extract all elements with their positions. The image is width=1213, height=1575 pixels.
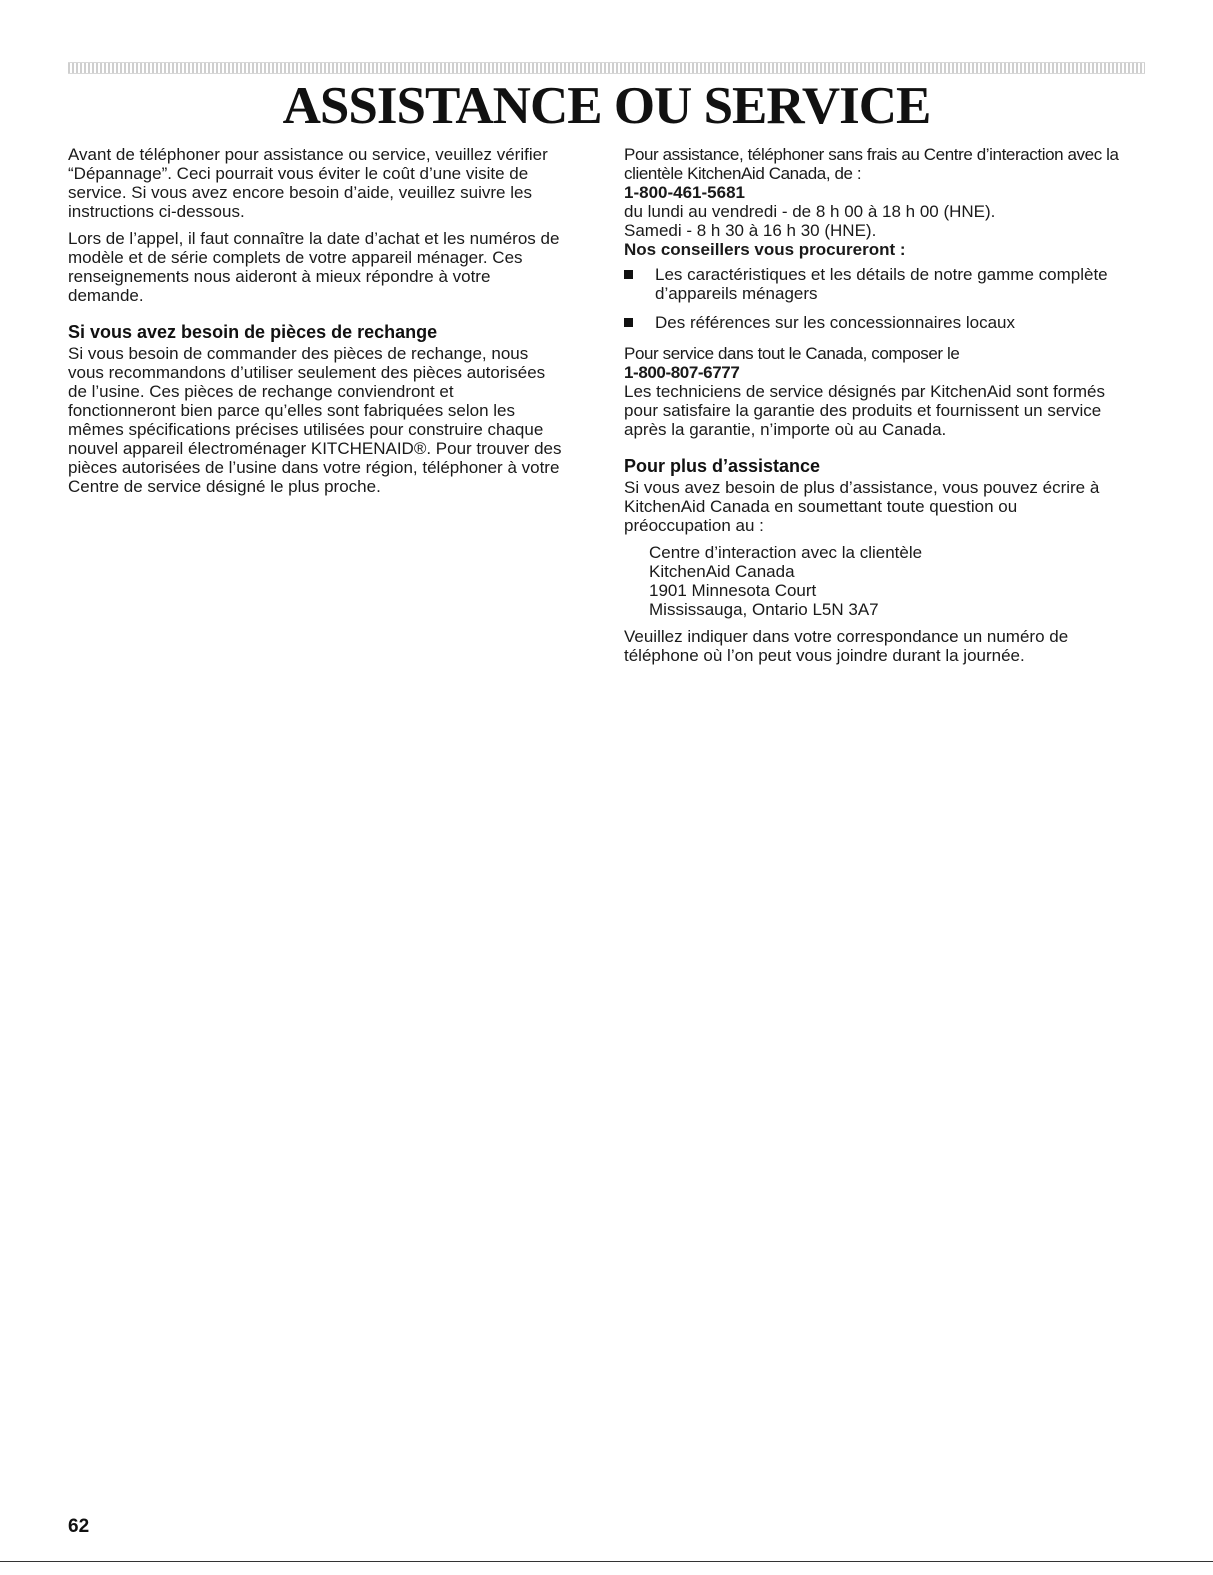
text-line: Pour assistance, téléphoner sans frais au Centre d’interaction avec la [624, 145, 1119, 164]
text-line: vous recommandons d’utiliser seulement des pièces autorisées [68, 363, 546, 382]
text-line: préoccupation au : [624, 516, 764, 535]
page-number: 62 [68, 1516, 90, 1537]
text-line: clientèle KitchenAid Canada, de : [624, 164, 862, 183]
left-column [68, 145, 588, 504]
right-column [624, 145, 1146, 673]
text-line: Veuillez indiquer dans votre correspondance un numéro de [624, 627, 1069, 646]
address-line: KitchenAid Canada [649, 562, 795, 581]
list-item-text: Les caractéristiques et les détails de notre gamme complète d’appareils ménagers [655, 265, 1108, 303]
text-line: après la garantie, n’importe où au Canada. [624, 420, 947, 439]
text-line: Centre de service désigné le plus proche. [68, 477, 381, 496]
text-line: instructions ci-dessous. [68, 202, 245, 221]
text-line: service. Si vous avez encore besoin d’aide, veuillez suivre les [68, 183, 532, 202]
customer-phone-number: 1-800-461-5681 [624, 183, 745, 202]
text-line: fonctionneront bien parce qu’elles sont fabriquées selon les [68, 401, 516, 420]
list-item-text: Des références sur les concessionnaires locaux [655, 313, 1016, 332]
text-line: renseignements nous aideront à mieux répondre à votre [68, 267, 491, 286]
assistance-paragraph [624, 145, 1146, 259]
more-assistance-heading: Pour plus d’assistance [624, 456, 821, 476]
text-line: mêmes spécifications précises utilisées pour construire chaque [68, 420, 544, 439]
square-bullet-icon [624, 270, 633, 279]
text-line: modèle et de série complets de votre appareil ménager. Ces [68, 248, 523, 267]
intro-paragraph [68, 145, 588, 221]
text-line: demande. [68, 286, 144, 305]
service-paragraph [624, 344, 1146, 439]
text-line: Si vous avez besoin de plus d’assistance, vous pouvez écrire à [624, 478, 1100, 497]
address-line: Centre d’interaction avec la clientèle [649, 543, 923, 562]
square-bullet-icon [624, 318, 633, 327]
call-info-paragraph [68, 229, 588, 305]
replacement-parts-paragraph [68, 344, 588, 496]
advisors-list [624, 265, 1146, 332]
text-line: Les techniciens de service désignés par KitchenAid sont formés [624, 382, 1105, 401]
text-line: nouvel appareil électroménager KITCHENAID®. Pour trouver des [68, 439, 562, 458]
text-line: téléphone où l’on peut vous joindre durant la journée. [624, 646, 1025, 665]
address-line: 1901 Minnesota Court [649, 581, 817, 600]
text-line: Avant de téléphoner pour assistance ou service, veuillez vérifier [68, 145, 548, 164]
text-line: de l’usine. Ces pièces de rechange conviendront et [68, 382, 454, 401]
list-item [624, 313, 1146, 332]
list-item [624, 265, 1146, 303]
text-line: “Dépannage”. Ceci pourrait vous éviter le coût d’une visite de [68, 164, 529, 183]
text-line: pour satisfaire la garantie des produits et fournissent un service [624, 401, 1102, 420]
more-assistance-paragraph [624, 478, 1146, 535]
text-line: KitchenAid Canada en soumettant toute question ou [624, 497, 1018, 516]
service-phone-number: 1-800-807-6777 [624, 363, 740, 382]
hours-saturday: Samedi - 8 h 30 à 16 h 30 (HNE). [624, 221, 877, 240]
text-line: Pour service dans tout le Canada, composer le [624, 344, 960, 363]
text-line: pièces autorisées de l’usine dans votre région, téléphoner à votre [68, 458, 560, 477]
footer-rule [0, 1561, 1213, 1562]
closing-paragraph [624, 627, 1146, 665]
text-line: Si vous besoin de commander des pièces de rechange, nous [68, 344, 529, 363]
mailing-address [649, 543, 1146, 619]
hours-weekday: du lundi au vendredi - de 8 h 00 à 18 h 00 (HNE). [624, 202, 996, 221]
address-line: Mississauga, Ontario L5N 3A7 [649, 600, 879, 619]
advisors-heading: Nos conseillers vous procureront : [624, 240, 906, 259]
text-line: Lors de l’appel, il faut connaître la date d’achat et les numéros de [68, 229, 560, 248]
header-pattern-rule [68, 62, 1145, 74]
page-title: ASSISTANCE OU SERVICE [282, 77, 931, 135]
replacement-parts-heading: Si vous avez besoin de pièces de rechange [68, 322, 438, 342]
